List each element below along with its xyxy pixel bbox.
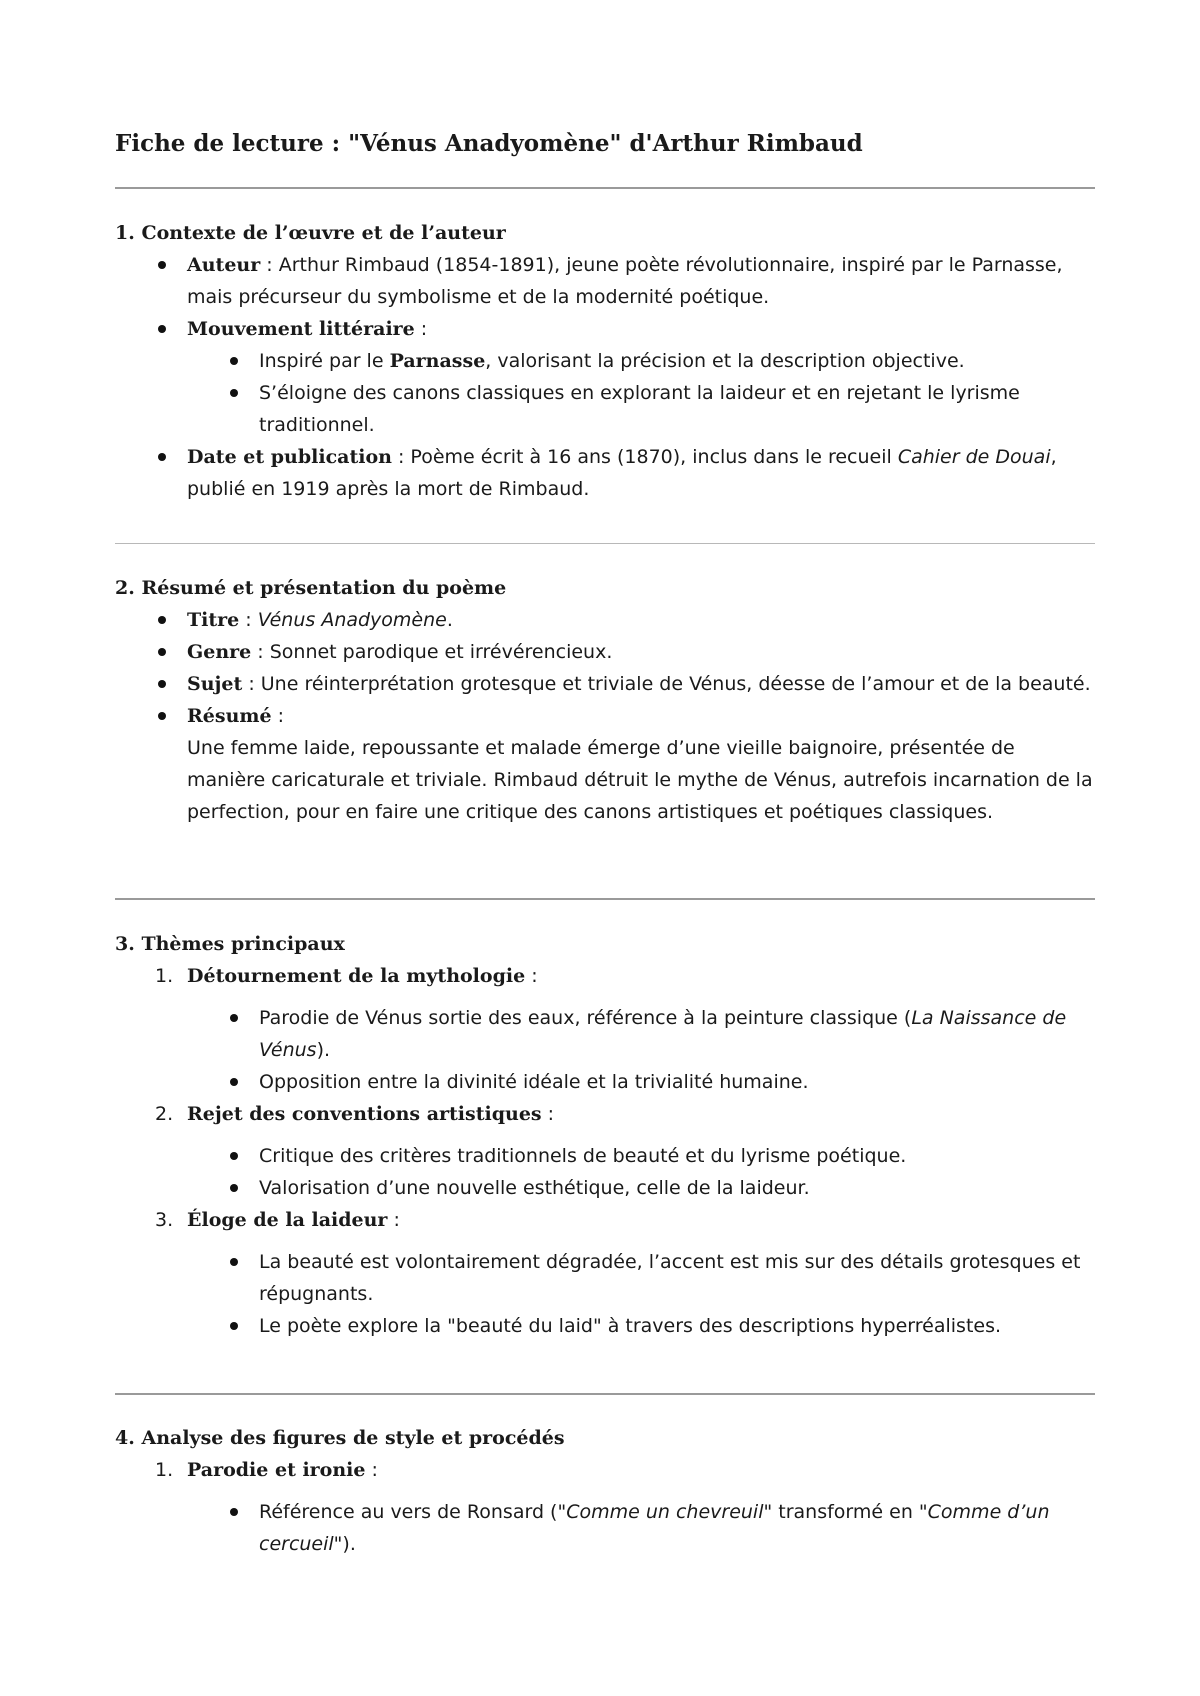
bullet-text: La beauté est volontairement dégradée, l’accent est mis sur des détails grotesques et répugnants. (259, 1251, 1081, 1305)
list-item (187, 1246, 1095, 1310)
analyse-colon: : (365, 1459, 378, 1481)
theme-item (115, 1204, 1095, 1342)
ronsard-pre: Référence au vers de Ronsard ( (259, 1501, 558, 1523)
section-resume (115, 572, 1095, 828)
list-item-date (115, 441, 1095, 505)
analyse-label: Parodie et ironie (187, 1459, 366, 1481)
list-item-mouvement (115, 313, 1095, 441)
bullet-italic: La Naissance de Vénus (259, 1007, 1067, 1061)
section-heading-themes: 3. Thèmes principaux (115, 933, 345, 955)
list-item-canons (187, 377, 1095, 441)
theme-colon: : (387, 1209, 400, 1231)
titre-sep: : (239, 609, 258, 631)
ronsard-italic-2: "Comme d’un cercueil" (259, 1501, 1050, 1555)
titre-italic: Vénus Anadyomène (257, 609, 447, 631)
date-label: Date et publication (187, 446, 392, 468)
ronsard-italic-1: "Comme un chevreuil" (557, 1501, 773, 1523)
list-item-auteur (115, 249, 1095, 313)
date-post: , publié en 1919 après la mort de Rimbaud. (187, 446, 1057, 500)
list-item-parnasse (187, 345, 1095, 377)
section-themes (115, 928, 1095, 1342)
section-context (115, 217, 1095, 505)
theme-colon: : (541, 1103, 555, 1125)
mouvement-sublist (115, 345, 1095, 441)
auteur-label: Auteur (187, 254, 261, 276)
divider-3 (115, 898, 1095, 900)
list-item (187, 1496, 1095, 1560)
sujet-text: : Une réinterprétation grotesque et triviale de Vénus, déesse de l’amour et de la beauté. (242, 673, 1091, 695)
theme-number: 2. (155, 1103, 174, 1125)
analyse-number: 1. (155, 1459, 174, 1481)
bullet-text: Opposition entre la divinité idéale et la trivialité humaine. (259, 1071, 809, 1093)
bullet-text: Critique des critères traditionnels de beauté et du lyrisme poétique. (259, 1145, 907, 1167)
bullet-text: Le poète explore la "beauté du laid" à travers des descriptions hyperréalistes. (259, 1315, 1002, 1337)
section-analyse (115, 1422, 1095, 1560)
date-pre: : Poème écrit à 16 ans (1870), inclus dans le recueil (391, 446, 898, 468)
context-list (115, 249, 1095, 505)
titre-label: Titre (187, 609, 240, 631)
bullet-post: ). (316, 1039, 331, 1061)
document-title: Fiche de lecture : "Vénus Anadyomène" d'Arthur Rimbaud (115, 130, 863, 157)
auteur-text: : Arthur Rimbaud (1854-1891), jeune poète révolutionnaire, inspiré par le Parnasse, mais précurseur du symbolisme et de la modernité poétique. (187, 254, 1063, 308)
theme-label: Détournement de la mythologie (187, 965, 526, 987)
theme-item (115, 1098, 1095, 1204)
theme-sublist (187, 1002, 1095, 1098)
ronsard-mid: transformé en (772, 1501, 919, 1523)
date-italic: Cahier de Douai (897, 446, 1051, 468)
sujet-label: Sujet (187, 673, 243, 695)
analyse-sublist (187, 1496, 1095, 1560)
theme-sublist (187, 1246, 1095, 1342)
mouvement-colon: : (414, 318, 428, 340)
list-item (187, 1002, 1095, 1066)
theme-label: Rejet des conventions artistiques (187, 1103, 542, 1125)
section-heading-context: 1. Contexte de l’œuvre et de l’auteur (115, 222, 506, 244)
bullet-pre: Parodie de Vénus sortie des eaux, référence à la peinture classique ( (259, 1007, 912, 1029)
mouvement-label: Mouvement littéraire (187, 318, 415, 340)
titre-end: . (446, 609, 453, 631)
list-item-genre (115, 636, 1095, 668)
list-item (187, 1140, 1095, 1172)
theme-item (115, 960, 1095, 1098)
resume-text: Une femme laide, repoussante et malade émerge d’une vieille baignoire, présentée de manière caricaturale et triviale. Rimbaud détruit le mythe de Vénus, autrefois incarnation de la perfection, pour en faire une critique des canons artistiques et poétiques classiques. (187, 737, 1093, 823)
list-item-sujet (115, 668, 1095, 700)
ronsard-post: ). (342, 1533, 356, 1555)
genre-text: : Sonnet parodique et irrévérencieux. (251, 641, 613, 663)
parnasse-post: , valorisant la précision et la description objective. (485, 350, 965, 372)
divider-1 (115, 187, 1095, 189)
canons-text: S’éloigne des canons classiques en explorant la laideur et en rejetant le lyrisme traditionnel. (259, 382, 1020, 436)
list-item (187, 1066, 1095, 1098)
theme-label: Éloge de la laideur (187, 1209, 388, 1231)
genre-label: Genre (187, 641, 252, 663)
parnasse-pre: Inspiré par le (259, 350, 390, 372)
theme-number: 3. (155, 1209, 174, 1231)
list-item (187, 1172, 1095, 1204)
section-heading-resume: 2. Résumé et présentation du poème (115, 577, 507, 599)
list-item (187, 1310, 1095, 1342)
list-item-titre (115, 604, 1095, 636)
analyse-item (115, 1454, 1095, 1560)
divider-2 (115, 543, 1095, 544)
resume-colon: : (271, 705, 285, 727)
resume-label: Résumé (187, 705, 272, 727)
list-item-resume (115, 700, 1095, 828)
theme-number: 1. (155, 965, 174, 987)
theme-colon: : (525, 965, 538, 987)
themes-list (115, 960, 1095, 1342)
divider-4 (115, 1393, 1095, 1395)
parnasse-bold: Parnasse (389, 350, 486, 372)
resume-list (115, 604, 1095, 828)
bullet-text: Valorisation d’une nouvelle esthétique, celle de la laideur. (259, 1177, 810, 1199)
theme-sublist (187, 1140, 1095, 1204)
analyse-list (115, 1454, 1095, 1560)
section-heading-analyse: 4. Analyse des figures de style et procédés (115, 1427, 565, 1449)
